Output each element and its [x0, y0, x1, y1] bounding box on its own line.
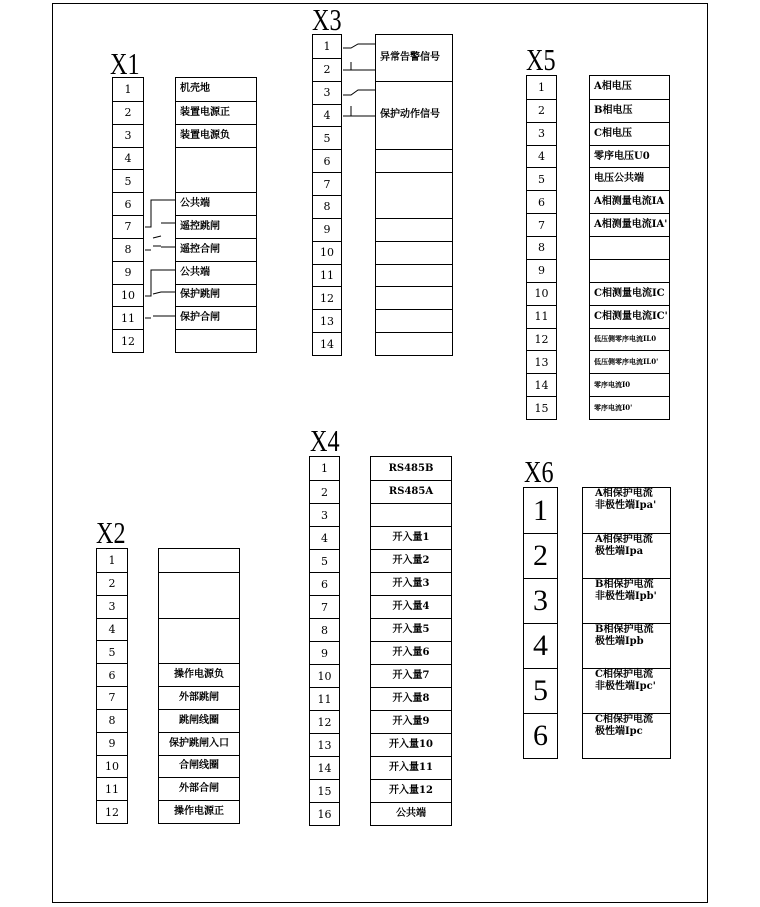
x4-terminal-label	[371, 503, 451, 526]
x4-terminal-number: 12	[310, 710, 339, 733]
x1-terminal-number: 11	[113, 306, 143, 329]
x5-terminal-number: 10	[527, 282, 556, 305]
x3-terminal-number: 2	[313, 58, 341, 81]
x6-terminal-label-line: 极性端Ipc	[595, 726, 643, 737]
x5-terminal-number: 7	[527, 213, 556, 236]
x6-terminal-label-line: 非极性端Ipb'	[595, 591, 657, 602]
x4-terminal-number: 16	[310, 802, 339, 825]
x1-terminal-number: 5	[113, 169, 143, 192]
x3-terminal-number: 7	[313, 172, 341, 195]
x4-terminal-number: 10	[310, 664, 339, 687]
x1-terminal-label: 公共端	[176, 261, 256, 284]
x3-terminal-label: 保护动作信号	[376, 81, 452, 150]
x6-terminal-label-line: C相保护电流	[595, 714, 653, 725]
x1-terminal-label: 机壳地	[180, 83, 210, 95]
x2-terminal-number: 6	[97, 663, 127, 686]
x5-terminal-label: B相电压	[590, 99, 669, 122]
x3-terminal-label	[376, 264, 452, 287]
x4-terminal-label: 开入量10	[371, 733, 451, 756]
x2-terminal-label: 跳闸线圈	[159, 709, 239, 732]
x6-number-column	[523, 487, 558, 759]
x3-terminal-label	[376, 172, 452, 218]
x4-terminal-number: 9	[310, 641, 339, 664]
x6-terminal-label-line: 非极性端Ipa'	[595, 500, 657, 511]
x4-terminal-number: 2	[310, 480, 339, 503]
x6-terminal-label-line: A相保护电流	[595, 534, 653, 545]
x4-terminal-number: 14	[310, 756, 339, 779]
x3-terminal-label	[376, 218, 452, 241]
x3-label-column	[375, 34, 453, 356]
x6-terminal-label	[583, 488, 670, 533]
x5-terminal-label: 电压公共端	[590, 167, 669, 190]
x2-terminal-number: 4	[97, 618, 127, 641]
x2-terminal-number: 3	[97, 595, 127, 618]
x5-terminal-label: A相测量电流IA	[590, 190, 669, 213]
x1-terminal-number: 9	[113, 261, 143, 284]
x1-terminal-label	[176, 329, 256, 352]
x6-terminal-label-line: A相保护电流	[595, 488, 653, 499]
x1-terminal-number: 7	[113, 215, 143, 238]
x4-terminal-label: 开入量2	[371, 549, 451, 572]
x6-terminal-number: 5	[524, 668, 557, 713]
x6-terminal-label-line: C相保护电流	[595, 669, 653, 680]
x2-terminal-label: 操作电源负	[159, 663, 239, 686]
x6-terminal-number: 3	[524, 578, 557, 623]
x4-terminal-label: RS485A	[371, 480, 451, 503]
x3-terminal-number: 11	[313, 264, 341, 287]
x5-terminal-label: 低压侧零序电流IL0	[590, 328, 669, 351]
x5-terminal-label: A相电压	[594, 81, 632, 93]
x3-terminal-number: 12	[313, 286, 341, 309]
x4-label-column	[370, 456, 452, 826]
x4-terminal-number: 15	[310, 779, 339, 802]
x5-terminal-label	[590, 259, 669, 282]
x3-terminal-number: 10	[313, 241, 341, 264]
x5-terminal-label: 低压侧零序电流IL0'	[590, 350, 669, 373]
x3-terminal-number: 5	[313, 126, 341, 149]
x3-contact-wiring	[343, 40, 375, 120]
x6-terminal-number: 1	[533, 493, 548, 527]
x5-number-column	[526, 75, 557, 420]
x2-terminal-number: 11	[97, 777, 127, 800]
x2-terminal-number: 7	[97, 686, 127, 709]
x2-terminal-number: 12	[97, 800, 127, 823]
x1-terminal-number: 12	[113, 329, 143, 352]
x1-terminal-label	[176, 147, 256, 193]
x1-terminal-number: 1	[124, 82, 132, 96]
x4-terminal-number: 1	[321, 462, 328, 475]
x5-terminal-number: 4	[527, 145, 556, 168]
x6-terminal-label	[583, 578, 670, 623]
x2-label-column	[158, 548, 240, 824]
x4-terminal-number: 7	[310, 595, 339, 618]
x4-terminal-label: 开入量4	[371, 595, 451, 618]
x2-terminal-number: 9	[97, 732, 127, 755]
x5-terminal-number: 2	[527, 99, 556, 122]
x3-terminal-label	[376, 309, 452, 332]
x1-terminal-label: 装置电源正	[176, 101, 256, 124]
x1-terminal-number: 3	[113, 124, 143, 147]
x2-terminal-number: 1	[108, 553, 116, 567]
x5-terminal-number: 15	[527, 396, 556, 419]
x2-number-column	[96, 548, 128, 824]
x4-terminal-label: 公共端	[371, 802, 451, 825]
x4-terminal-number: 3	[310, 503, 339, 526]
x6-title: X6	[524, 454, 554, 489]
x4-terminal-number: 6	[310, 572, 339, 595]
x1-terminal-label: 遥控跳闸	[176, 215, 256, 238]
x2-terminal-label: 外部合闸	[159, 777, 239, 800]
x2-terminal-label	[159, 549, 239, 572]
x3-title: X3	[312, 2, 342, 37]
x4-terminal-number: 8	[310, 618, 339, 641]
x4-terminal-label: 开入量9	[371, 710, 451, 733]
x3-terminal-number: 14	[313, 332, 341, 355]
x1-terminal-number: 6	[113, 192, 143, 215]
x3-terminal-label	[376, 286, 452, 309]
x6-terminal-label-line: 极性端Ipb	[595, 636, 644, 647]
x5-terminal-number: 13	[527, 350, 556, 373]
x5-terminal-number: 9	[527, 259, 556, 282]
x2-terminal-number: 10	[97, 755, 127, 778]
x5-terminal-label: 零序电流I0	[590, 373, 669, 396]
x5-terminal-label: A相测量电流IA'	[590, 213, 669, 236]
x3-terminal-label	[376, 149, 452, 172]
x3-terminal-label: 异常告警信号	[380, 51, 440, 63]
x3-terminal-number: 3	[313, 81, 341, 104]
x4-terminal-label: 开入量6	[371, 641, 451, 664]
x2-title: X2	[96, 515, 126, 550]
x1-terminal-number: 8	[113, 238, 143, 261]
x2-terminal-label: 外部跳闸	[159, 686, 239, 709]
x5-terminal-number: 12	[527, 328, 556, 351]
x1-contact-wiring	[145, 190, 175, 330]
x2-terminal-label: 操作电源正	[159, 800, 239, 823]
x6-terminal-label	[583, 713, 670, 758]
x3-terminal-number: 1	[323, 39, 331, 53]
x2-terminal-number: 5	[97, 640, 127, 663]
x2-terminal-label: 保护跳闸入口	[159, 732, 239, 755]
x5-terminal-number: 14	[527, 373, 556, 396]
x6-terminal-label	[583, 533, 670, 578]
x1-terminal-label: 保护合闸	[176, 306, 256, 329]
x4-terminal-label: 开入量3	[371, 572, 451, 595]
x3-terminal-label	[376, 241, 452, 264]
x1-terminal-number: 4	[113, 147, 143, 170]
x1-label-column	[175, 77, 257, 353]
x6-terminal-number: 2	[524, 533, 557, 578]
x4-terminal-label: 开入量8	[371, 687, 451, 710]
x5-terminal-number: 5	[527, 167, 556, 190]
x4-terminal-label: 开入量7	[371, 664, 451, 687]
x3-terminal-number: 13	[313, 309, 341, 332]
x5-label-column	[589, 75, 670, 420]
x6-terminal-label-line: 极性端Ipa	[595, 546, 644, 557]
x4-terminal-number: 4	[310, 526, 339, 549]
x5-terminal-number: 3	[527, 122, 556, 145]
x6-label-column	[582, 487, 671, 759]
x6-terminal-label-line: 非极性端Ipc'	[595, 681, 656, 692]
x1-title: X1	[110, 46, 140, 81]
x4-terminal-label: 开入量1	[371, 526, 451, 549]
x2-terminal-number: 8	[97, 709, 127, 732]
x5-terminal-label: 零序电流I0'	[590, 396, 669, 419]
x5-terminal-label: C相测量电流IC	[590, 282, 669, 305]
x4-terminal-label: RS485B	[388, 462, 434, 474]
x5-terminal-label: C相电压	[590, 122, 669, 145]
x2-terminal-label: 合闸线圈	[159, 755, 239, 778]
x6-terminal-label-line: B相保护电流	[595, 579, 654, 590]
x3-terminal-number: 8	[313, 195, 341, 218]
x4-terminal-number: 5	[310, 549, 339, 572]
x3-terminal-number: 9	[313, 218, 341, 241]
x1-number-column	[112, 77, 144, 353]
x6-terminal-label-line: B相保护电流	[595, 624, 654, 635]
x6-terminal-label	[583, 668, 670, 713]
x4-terminal-number: 11	[310, 687, 339, 710]
x3-terminal-number: 4	[313, 104, 341, 127]
x5-title: X5	[526, 42, 556, 77]
x5-terminal-number: 11	[527, 305, 556, 328]
x4-terminal-label: 开入量12	[371, 779, 451, 802]
x3-terminal-number: 6	[313, 149, 341, 172]
x1-terminal-label: 遥控合闸	[176, 238, 256, 261]
x3-number-column	[312, 34, 342, 356]
x1-terminal-label: 公共端	[176, 192, 256, 215]
x5-terminal-label: C相测量电流IC'	[590, 305, 669, 328]
x6-terminal-number: 6	[524, 713, 557, 758]
x6-terminal-number: 4	[524, 623, 557, 668]
x2-terminal-label	[159, 618, 239, 664]
x5-terminal-number: 8	[527, 236, 556, 259]
x5-terminal-label	[590, 236, 669, 259]
x2-terminal-number: 2	[97, 572, 127, 595]
x1-terminal-label: 保护跳闸	[176, 284, 256, 307]
x3-terminal-label	[376, 332, 452, 355]
x5-terminal-label: 零序电压U0	[590, 145, 669, 168]
x5-terminal-number: 6	[527, 190, 556, 213]
x1-terminal-number: 10	[113, 284, 143, 307]
x1-terminal-label: 装置电源负	[176, 124, 256, 147]
x4-number-column	[309, 456, 340, 826]
x4-terminal-number: 13	[310, 733, 339, 756]
x6-terminal-label	[583, 623, 670, 668]
x4-terminal-label: 开入量11	[371, 756, 451, 779]
x2-terminal-label	[159, 572, 239, 618]
x4-title: X4	[310, 423, 340, 458]
x4-terminal-label: 开入量5	[371, 618, 451, 641]
x5-terminal-number: 1	[538, 80, 545, 94]
x1-terminal-number: 2	[113, 101, 143, 124]
